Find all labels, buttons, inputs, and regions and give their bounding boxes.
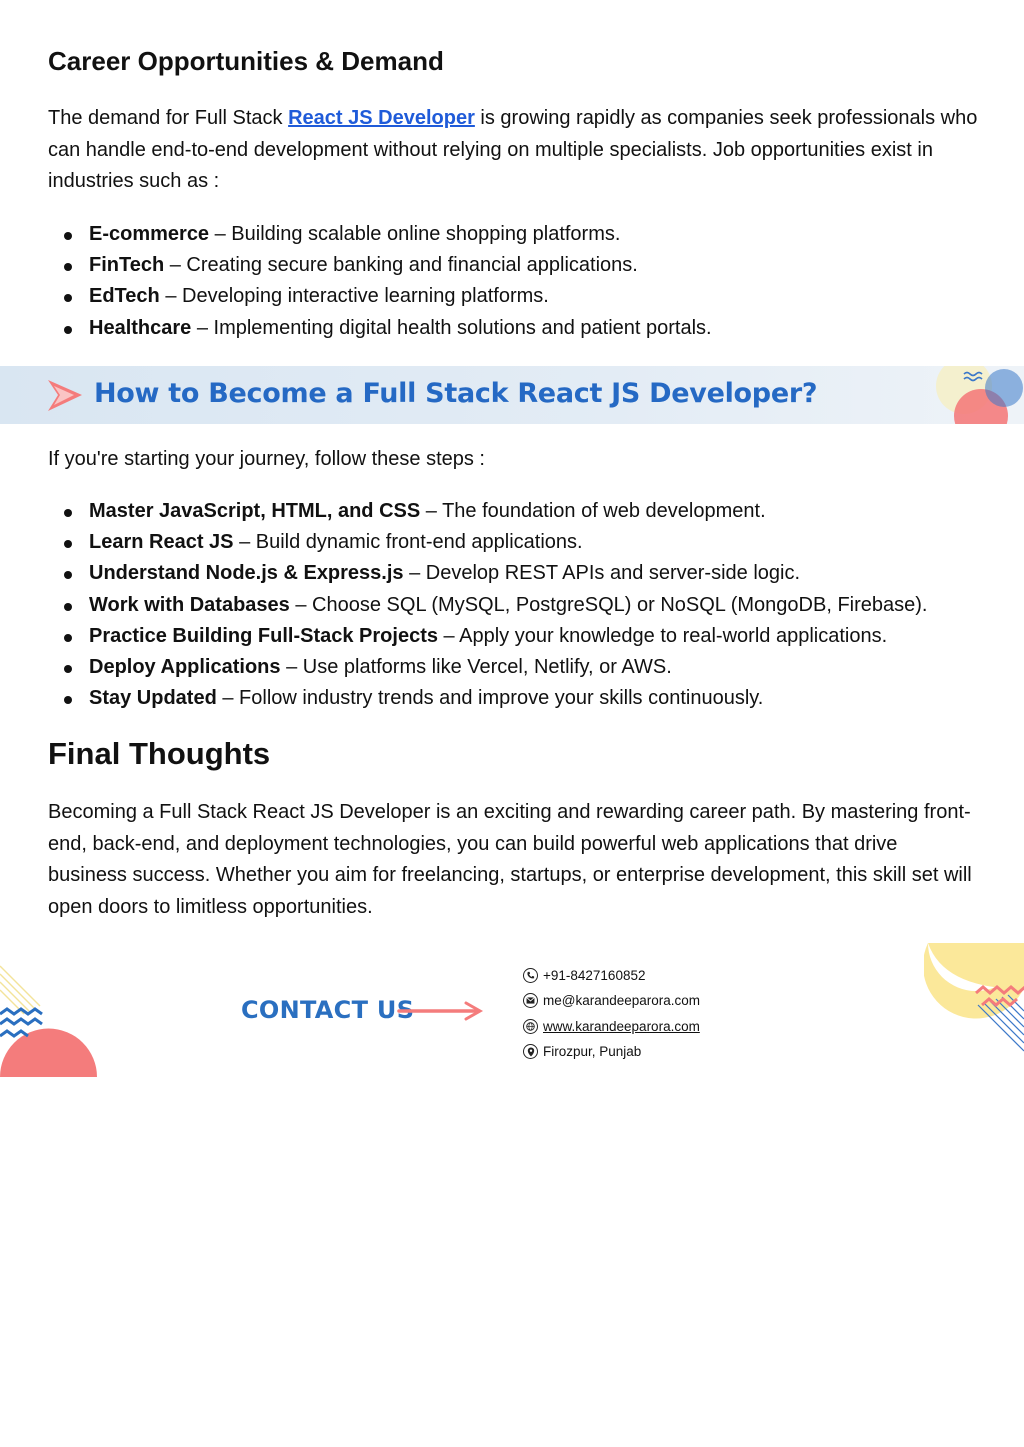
phone-number: +91-8427160852 [543,968,646,984]
location-text: Firozpur, Punjab [543,1044,642,1060]
list-item-term: EdTech [89,285,160,308]
career-title: Career Opportunities & Demand [48,46,444,76]
list-item [48,527,978,558]
list-item [48,590,978,621]
contact-phone [523,963,700,988]
career-intro-start: The demand for Full Stack [48,107,289,129]
phone-icon [523,968,538,983]
list-item-desc: – Use platforms like Vercel, Netlify, or AWS. [280,656,672,679]
list-item-term: Stay Updated [89,687,217,710]
list-item-desc: – Choose SQL (MySQL, PostgreSQL) or NoSQL (MongoDB, Firebase). [289,593,928,616]
career-intro-end: is growing rapidly as companies seek professionals who can handle end-to-end development without relying on multiple specialists. Job opportunities exist in industries such as : [48,107,978,192]
become-list-block [48,496,978,714]
final-text-block [48,797,978,923]
decorative-circles-icon [924,366,1024,424]
decorative-left-shapes-icon [0,960,100,1080]
list-item [48,250,978,281]
list-item [48,652,978,683]
final-title: Final Thoughts [48,736,271,771]
globe-icon [523,1019,538,1034]
list-item-desc: – Implementing digital health solutions and patient portals. [191,316,712,339]
contact-email [523,988,700,1013]
list-item [48,683,978,714]
contact-us-label: CONTACT US [241,996,415,1024]
section-banner [0,366,1024,424]
list-item-desc: – Developing interactive learning platforms. [159,285,549,308]
list-item-desc: – The foundation of web development. [420,500,766,522]
career-industry-list [48,219,978,344]
list-item-term: Learn React JS [89,531,234,554]
final-text: Becoming a Full Stack React JS Developer is an exciting and rewarding career path. By mastering front-end, back-end, and deployment technologies, you can build powerful web applications that drive business success. Whether you aim for freelancing, startups, or enterprise development, this skill set will open doors to limitless opportunities. [48,801,972,918]
list-item [48,219,978,250]
list-item [48,558,978,589]
list-item-term: Healthcare [89,316,192,339]
list-item-desc: – Apply your knowledge to real-world applications. [437,624,888,647]
list-item-term: Practice Building Full-Stack Projects [89,624,438,647]
list-item-desc: – Building scalable online shopping platforms. [209,223,621,245]
arrow-right-icon [396,999,486,1023]
list-item-term: FinTech [89,254,165,277]
become-intro-block [48,444,978,476]
become-intro: If you're starting your journey, follow these steps : [48,448,485,470]
list-item-term: Deploy Applications [89,656,281,679]
list-item-desc: – Creating secure banking and financial applications. [164,254,638,277]
website-link[interactable]: www.karandeeparora.com [543,1018,700,1034]
become-title: How to Become a Full Stack React JS Developer? [94,378,818,409]
decorative-right-shapes-icon [924,943,1024,1053]
location-pin-icon [523,1044,538,1059]
list-item-desc: – Build dynamic front-end applications. [233,531,583,554]
list-item-term: Work with Databases [89,593,290,616]
become-steps-list [48,496,978,714]
list-item-term: Master JavaScript, HTML, and CSS [89,500,421,522]
list-item [48,281,978,312]
career-list-block [48,219,978,344]
career-intro [48,103,978,198]
arrow-chevron-icon [46,378,86,414]
career-intro-block [48,103,978,198]
list-item [48,621,978,652]
contact-list [523,963,700,1064]
list-item [48,313,978,344]
list-item-desc: – Follow industry trends and improve your skills continuously. [216,687,764,710]
react-js-developer-link[interactable]: React JS Developer [288,107,475,129]
list-item-desc: – Develop REST APIs and server-side logic. [403,562,801,585]
mail-icon [523,993,538,1008]
list-item-term: E-commerce [89,223,210,245]
list-item-term: Understand Node.js & Express.js [89,562,404,585]
list-item [48,496,978,527]
email-address: me@karandeeparora.com [543,993,701,1009]
contact-location [523,1039,700,1064]
contact-website[interactable] [523,1014,700,1039]
